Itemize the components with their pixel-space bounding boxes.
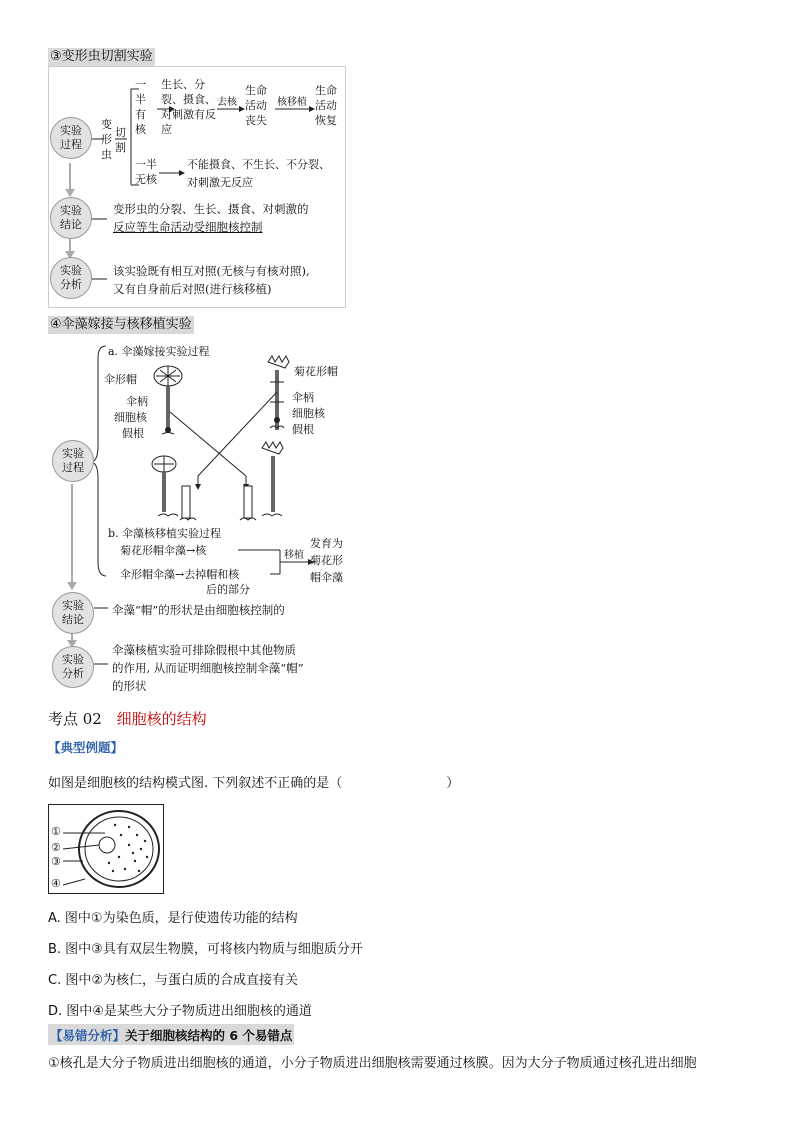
nucleus-figure-drawing	[49, 805, 163, 893]
section4-label: ④伞藻嫁接与核移植实验	[50, 317, 192, 332]
error-point-1: ①核孔是大分子物质进出细胞核的通道，小分子物质进出细胞核需要通过核膜。因为大分子物质通过核孔进出细胞	[48, 1056, 697, 1071]
option-a: A. 图中①为染色质，是行使遗传功能的结构	[48, 911, 298, 926]
s4-step-process	[52, 440, 94, 482]
question-text: 如图是细胞核的结构模式图. 下列叙述不正确的是（ ）	[48, 776, 460, 791]
kaodian-heading	[48, 708, 207, 729]
rhizoid-label-right: 假根	[292, 423, 314, 436]
s4-step-conclusion-label: 实验结论	[62, 599, 84, 626]
figure-label-1: ①	[51, 825, 61, 838]
error-tag: 【易错分析】	[50, 1028, 126, 1043]
example-tag: 【典型例题】	[48, 740, 124, 755]
nucleus-figure	[48, 804, 164, 894]
b-result-1: 发育为	[310, 537, 343, 550]
option-b: B. 图中③具有双层生物膜，可将核内物质与细胞质分开	[48, 942, 363, 957]
part-b-label: b. 伞藻核移植实验过程	[108, 527, 222, 540]
conclusion-line-2: 反应等生命活动受细胞核控制	[113, 220, 263, 234]
section3-label: ③变形虫切割实验	[50, 49, 153, 64]
life-lost: 生命活动丧失	[245, 84, 267, 127]
b-result-2: 菊花形	[310, 554, 343, 567]
half-with-nucleus: 一半有核	[135, 78, 146, 136]
kaodian-prefix: 考点 02	[48, 710, 102, 728]
step-analysis-label: 实验分析	[60, 264, 82, 291]
nucleus-label-left: 细胞核	[114, 411, 147, 424]
s4-step-conclusion	[52, 592, 94, 634]
life-restored: 生命活动恢复	[315, 84, 337, 127]
figure-label-3: ③	[51, 855, 61, 868]
option-d: D. 图中④是某些大分子物质进出细胞核的通道	[48, 1004, 312, 1019]
figure-label-4: ④	[51, 877, 61, 890]
conclusion-line-1: 变形虫的分裂、生长、摄食、对刺激的	[113, 202, 309, 216]
b-row2-cont: 后的部分	[206, 583, 250, 596]
error-analysis-header	[48, 1024, 294, 1045]
s4-analysis-2: 的作用, 从而证明细胞核控制伞藻“帽”	[112, 661, 304, 675]
umbrella-cap-label: 伞形帽	[104, 373, 137, 386]
analysis-line-1: 该实验既有相互对照(无核与有核对照),	[113, 264, 310, 278]
kaodian-title: 细胞核的结构	[116, 710, 207, 728]
cut-label: 切割	[115, 126, 126, 154]
stalk-label-right: 伞柄	[292, 391, 314, 404]
part-a-label: a. 伞藻嫁接实验过程	[108, 345, 210, 358]
half-no-nucleus: 一半无核	[135, 158, 157, 186]
step-conclusion-label: 实验结论	[60, 204, 82, 231]
step-analysis	[50, 257, 92, 299]
step-process	[50, 117, 92, 159]
acetabularia-diagram	[48, 336, 358, 696]
no-nucleus-result-1: 不能摄食、不生长、不分裂、	[187, 158, 330, 171]
option-c: C. 图中②为核仁，与蛋白质的合成直接有关	[48, 973, 298, 988]
s4-conclusion: 伞藻“帽”的形状是由细胞核控制的	[112, 603, 285, 617]
amoeba-diagram	[48, 66, 346, 308]
b-transplant-label: 移植	[284, 550, 304, 561]
transplant-label: 核移植	[277, 97, 307, 108]
step-conclusion	[50, 197, 92, 239]
error-title: 关于细胞核结构的 6 个易错点	[125, 1028, 293, 1043]
analysis-line-2: 又有自身前后对照(进行核移植)	[113, 282, 272, 296]
no-nucleus-result-2: 对刺激无反应	[187, 176, 253, 189]
figure-label-2: ②	[51, 841, 61, 854]
b-row1-left: 菊花形帽伞藻→核	[120, 544, 207, 557]
s4-step-process-label: 实验过程	[62, 447, 84, 474]
b-result-3: 帽伞藻	[310, 571, 343, 584]
s4-analysis-1: 伞藻核植实验可排除假根中其他物质	[112, 643, 296, 657]
chrysanthemum-cap-label: 菊花形帽	[294, 365, 338, 378]
rhizoid-label-left: 假根	[122, 427, 144, 440]
with-nucleus-result: 生长、分裂、摄食、对刺激有反应	[161, 78, 216, 136]
remove-nucleus-label: 去核	[217, 97, 237, 108]
s4-step-analysis-label: 实验分析	[62, 653, 84, 680]
nucleus-label-right: 细胞核	[292, 407, 325, 420]
s4-step-analysis	[52, 646, 94, 688]
s4-analysis-3: 的形状	[112, 679, 147, 693]
stalk-label-left: 伞柄	[126, 395, 148, 408]
step-process-label: 实验过程	[60, 124, 82, 151]
b-row2-left: 伞形帽伞藻→去掉帽和核	[120, 568, 240, 581]
organism-label: 变形虫	[101, 118, 112, 161]
